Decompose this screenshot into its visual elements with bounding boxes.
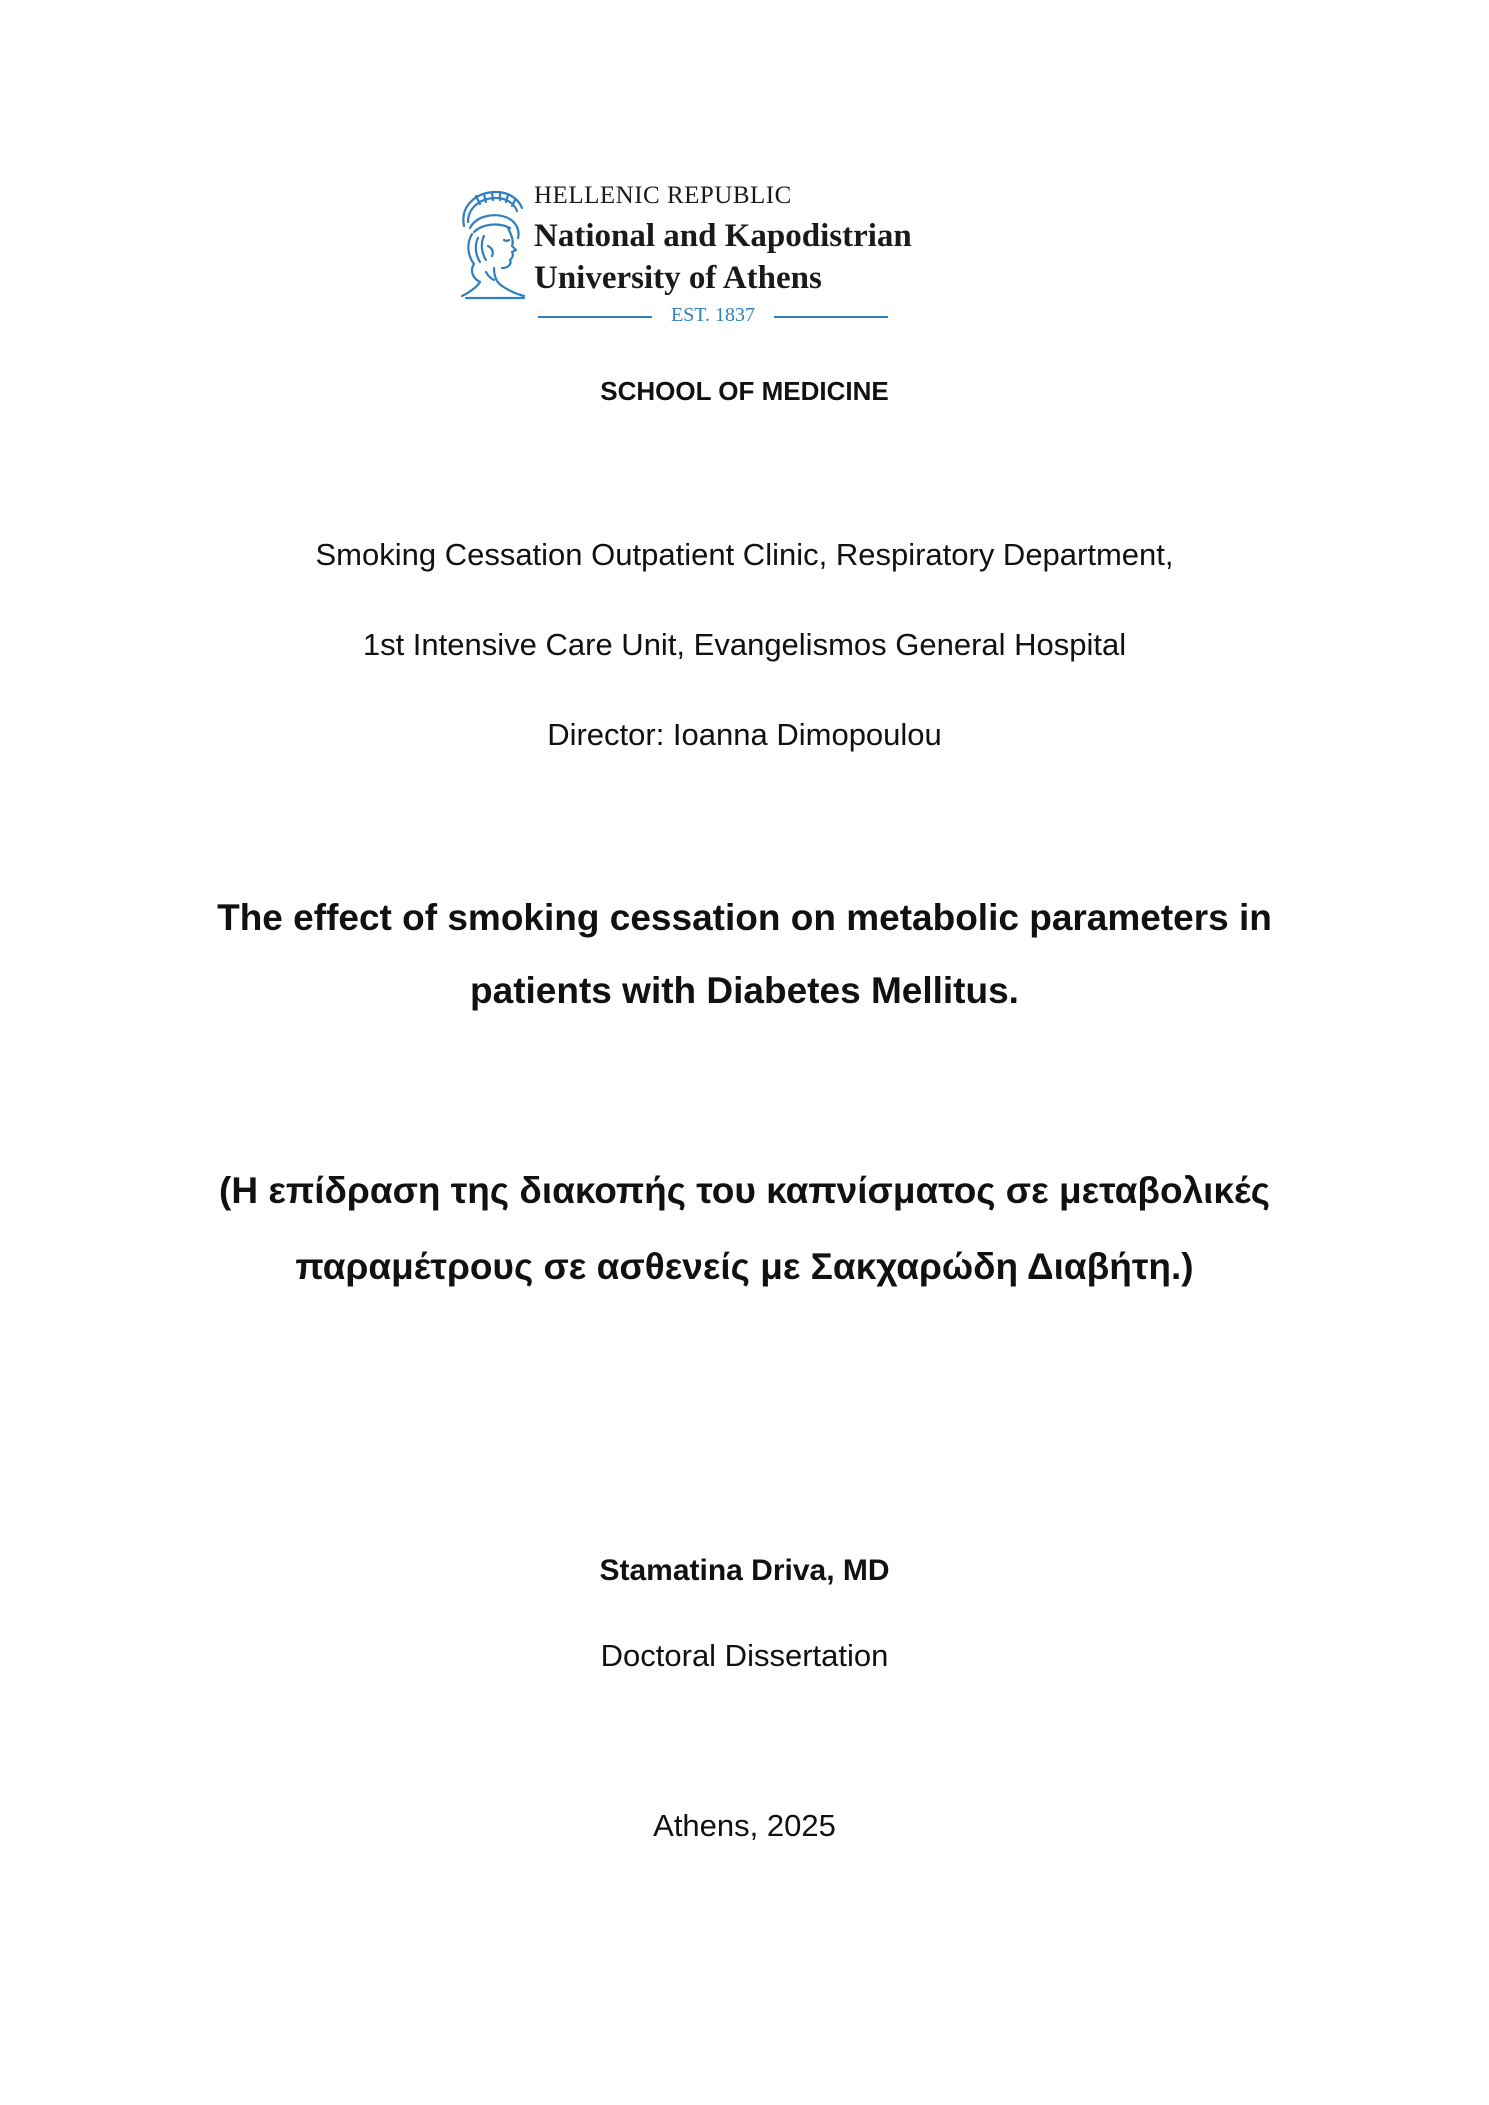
school-name: SCHOOL OF MEDICINE xyxy=(600,376,889,406)
logo-established-text: EST. 1837 xyxy=(670,304,756,326)
logo-hellenic-republic: HELLENIC REPUBLIC xyxy=(534,182,792,209)
logo-rule-right xyxy=(774,316,888,318)
logo-rule-left xyxy=(538,316,652,318)
logo-established xyxy=(538,304,888,328)
logo-university-name-line2: University of Athens xyxy=(534,260,822,296)
athena-head-emblem-icon xyxy=(446,186,528,302)
logo-university-name-line1: National and Kapodistrian xyxy=(534,218,912,254)
university-logo xyxy=(446,180,1006,330)
greek-title: παραμέτρους σε ασθενείς με Σακχαρώδη Διαβήτη.) xyxy=(295,1246,1194,1287)
department-line: Smoking Cessation Outpatient Clinic, Respiratory Department, xyxy=(315,537,1174,572)
department-line: 1st Intensive Care Unit, Evangelismos General Hospital xyxy=(362,627,1127,662)
dissertation-title: The effect of smoking cessation on metabolic parameters in xyxy=(217,897,1272,938)
place-and-date: Athens, 2025 xyxy=(653,1808,836,1843)
greek-title: (Η επίδραση της διακοπής του καπνίσματος σε μεταβολικές xyxy=(219,1170,1270,1211)
degree-type: Doctoral Dissertation xyxy=(600,1638,889,1673)
dissertation-title: patients with Diabetes Mellitus. xyxy=(470,970,1019,1011)
author-name: Stamatina Driva, MD xyxy=(599,1554,890,1587)
director-line: Director: Ioanna Dimopoulou xyxy=(547,717,942,752)
